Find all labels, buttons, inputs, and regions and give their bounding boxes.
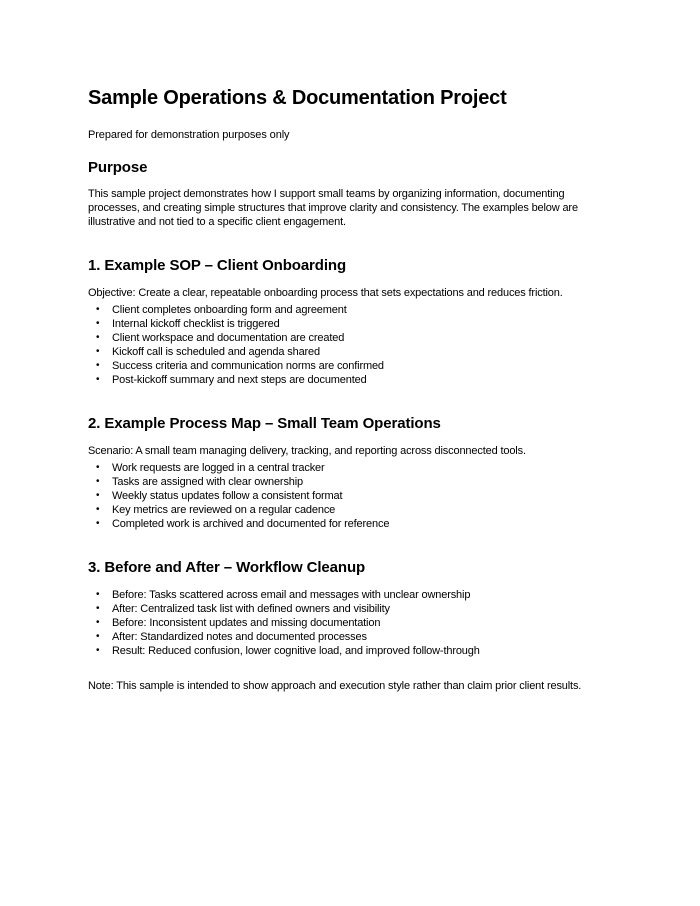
bullet-icon: •: [96, 318, 100, 329]
bullet-list: [88, 461, 608, 531]
list-item: [88, 517, 608, 531]
bullet-icon: •: [96, 603, 100, 614]
list-item-text: Completed work is archived and documented for reference: [112, 518, 390, 530]
bullet-icon: •: [96, 518, 100, 529]
bullet-icon: •: [96, 374, 100, 385]
list-item-text: Key metrics are reviewed on a regular cadence: [112, 504, 336, 516]
list-item: [88, 630, 608, 644]
section-process-map: [88, 414, 608, 531]
list-item: [88, 475, 608, 489]
section-heading: 2. Example Process Map – Small Team Operations: [88, 415, 441, 432]
list-item: [88, 489, 608, 503]
list-item: [88, 602, 608, 616]
list-item: [88, 303, 608, 317]
bullet-icon: •: [96, 304, 100, 315]
purpose-heading: Purpose: [88, 159, 148, 176]
list-item: [88, 616, 608, 630]
bullet-icon: •: [96, 631, 100, 642]
bullet-icon: •: [96, 617, 100, 628]
bullet-icon: •: [96, 476, 100, 487]
list-item: [88, 345, 608, 359]
list-item-text: Weekly status updates follow a consistent format: [112, 490, 343, 502]
list-item: [88, 588, 608, 602]
list-item-text: Success criteria and communication norms are confirmed: [112, 360, 384, 372]
list-item-text: Before: Tasks scattered across email and messages with unclear ownership: [112, 589, 471, 601]
section-heading: 3. Before and After – Workflow Cleanup: [88, 559, 366, 576]
section-before-after: [88, 558, 608, 658]
bullet-icon: •: [96, 360, 100, 371]
list-item-text: Tasks are assigned with clear ownership: [112, 476, 304, 488]
note-paragraph: Note: This sample is intended to show approach and execution style rather than claim prior client results.: [88, 680, 582, 692]
section-intro: Scenario: A small team managing delivery, tracking, and reporting across disconnected tools.: [88, 445, 526, 457]
list-item: [88, 373, 608, 387]
list-item-text: Internal kickoff checklist is triggered: [112, 318, 280, 330]
list-item: [88, 461, 608, 475]
list-item-text: Post-kickoff summary and next steps are documented: [112, 374, 367, 386]
list-item: [88, 317, 608, 331]
document-subtitle: Prepared for demonstration purposes only: [88, 129, 290, 141]
section-intro: Objective: Create a clear, repeatable onboarding process that sets expectations and reduces friction.: [88, 287, 563, 299]
list-item-text: Result: Reduced confusion, lower cognitive load, and improved follow-through: [112, 645, 480, 657]
list-item-text: Client workspace and documentation are created: [112, 332, 345, 344]
list-item: [88, 331, 608, 345]
bullet-icon: •: [96, 490, 100, 501]
bullet-icon: •: [96, 462, 100, 473]
list-item-text: After: Centralized task list with defined owners and visibility: [112, 603, 390, 615]
bullet-list: [88, 588, 608, 658]
section-heading: 1. Example SOP – Client Onboarding: [88, 257, 347, 274]
list-item-text: Work requests are logged in a central tracker: [112, 462, 325, 474]
list-item: [88, 359, 608, 373]
bullet-icon: •: [96, 504, 100, 515]
list-item-text: Kickoff call is scheduled and agenda shared: [112, 346, 320, 358]
bullet-icon: •: [96, 645, 100, 656]
bullet-icon: •: [96, 332, 100, 343]
purpose-paragraph: This sample project demonstrates how I support small teams by organizing information, documenting processes, and creating simple structures that improve clarity and consistency. The examples below are illustrative and not tied to a specific client engagement.: [88, 188, 578, 228]
list-item-text: Client completes onboarding form and agreement: [112, 304, 347, 316]
bullet-list: [88, 303, 608, 387]
section-example-sop: [88, 256, 608, 387]
list-item: [88, 503, 608, 517]
document-title: Sample Operations & Documentation Project: [88, 87, 507, 109]
bullet-icon: •: [96, 346, 100, 357]
list-item-text: After: Standardized notes and documented processes: [112, 631, 367, 643]
bullet-icon: •: [96, 589, 100, 600]
list-item: [88, 644, 608, 658]
list-item-text: Before: Inconsistent updates and missing documentation: [112, 617, 381, 629]
